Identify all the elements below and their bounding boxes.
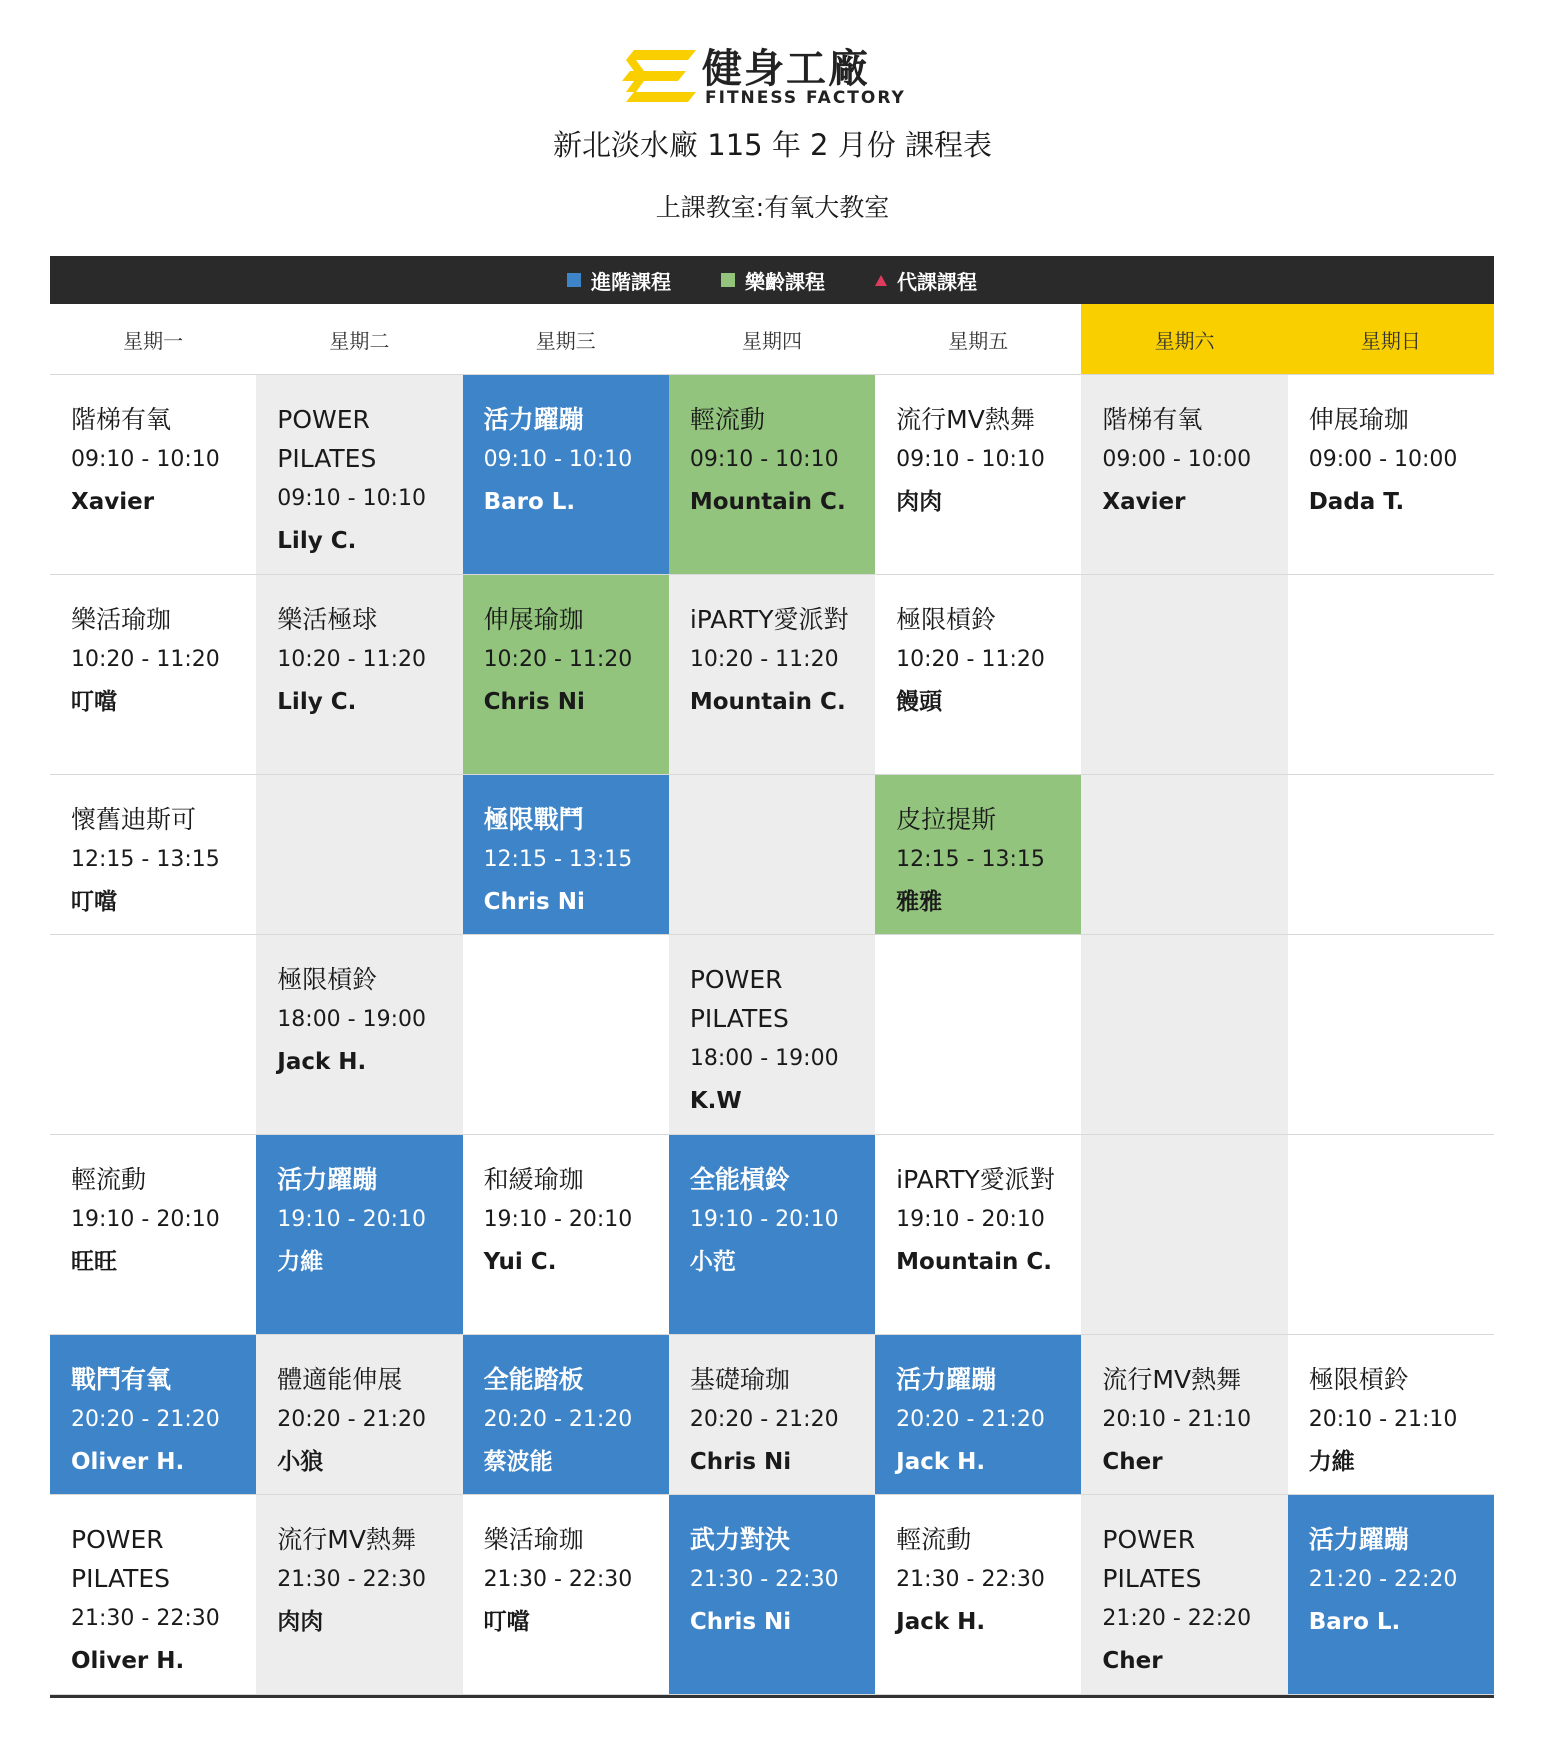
class-time: 18:00 - 19:00 xyxy=(689,1046,839,1071)
class-cell[interactable] xyxy=(875,1495,1081,1695)
class-cell[interactable] xyxy=(256,1335,462,1495)
class-cell[interactable] xyxy=(463,775,669,935)
legend-senior-label: 樂齡課程 xyxy=(745,269,825,294)
page-title: 新北淡水廠 115 年 2 月份 課程表 xyxy=(553,128,992,162)
class-time: 09:10 - 10:10 xyxy=(689,447,839,472)
class-time: 19:10 - 20:10 xyxy=(483,1207,633,1232)
class-cell[interactable] xyxy=(1288,1335,1494,1495)
class-name: 皮拉提斯 xyxy=(896,805,997,834)
class-time: 12:15 - 13:15 xyxy=(483,847,633,872)
class-instructor: 小范 xyxy=(689,1249,736,1275)
class-cell[interactable] xyxy=(256,935,462,1135)
class-name: 活力躍蹦 xyxy=(1308,1525,1409,1554)
class-name: POWER PILATES xyxy=(689,965,789,1033)
class-cell[interactable] xyxy=(1288,1495,1494,1695)
class-cell[interactable] xyxy=(256,1135,462,1335)
class-name: 階梯有氧 xyxy=(71,405,172,434)
class-name: POWER PILATES xyxy=(71,1525,171,1593)
legend-substitute-label: 代課課程 xyxy=(897,269,977,294)
class-name: 全能踏板 xyxy=(483,1365,584,1394)
day-header: 星期六 xyxy=(1081,304,1287,375)
brand-name-en: FITNESS FACTORY xyxy=(705,88,906,108)
class-name: 活力躍蹦 xyxy=(277,1165,378,1194)
day-header: 星期日 xyxy=(1288,304,1494,375)
class-name: 流行MV熱舞 xyxy=(1102,1365,1242,1394)
empty-cell xyxy=(1081,575,1287,775)
class-instructor: Chris Ni xyxy=(483,689,585,715)
class-instructor: 蔡波能 xyxy=(483,1449,553,1475)
class-time: 19:10 - 20:10 xyxy=(896,1207,1045,1232)
class-name: 樂活極球 xyxy=(277,605,378,634)
class-instructor: Chris Ni xyxy=(689,1609,792,1635)
class-time: 20:20 - 21:20 xyxy=(71,1407,220,1432)
class-cell[interactable] xyxy=(875,775,1081,935)
class-instructor: Chris Ni xyxy=(689,1449,792,1475)
empty-cell xyxy=(1288,575,1494,775)
empty-cell xyxy=(50,935,256,1135)
class-instructor: Mountain C. xyxy=(896,1249,1052,1275)
class-time: 21:30 - 22:30 xyxy=(896,1567,1045,1592)
brand-name-zh: 健身工廠 xyxy=(702,46,870,92)
class-cell[interactable] xyxy=(50,1335,256,1495)
class-name: 極限槓鈴 xyxy=(277,965,378,994)
class-cell[interactable] xyxy=(669,1495,875,1695)
class-time: 10:20 - 11:20 xyxy=(71,647,220,672)
empty-cell xyxy=(875,935,1081,1135)
class-name: 階梯有氧 xyxy=(1102,405,1203,434)
class-cell[interactable] xyxy=(50,1135,256,1335)
class-name: 輕流動 xyxy=(896,1525,972,1554)
empty-cell xyxy=(1081,775,1287,935)
class-instructor: Oliver H. xyxy=(71,1648,185,1674)
class-instructor: 雅雅 xyxy=(896,889,943,915)
class-time: 19:10 - 20:10 xyxy=(71,1207,220,1232)
class-name: 流行MV熱舞 xyxy=(277,1525,416,1554)
class-time: 21:20 - 22:20 xyxy=(1102,1606,1252,1631)
class-cell[interactable] xyxy=(463,1135,669,1335)
day-header: 星期三 xyxy=(463,304,669,375)
class-instructor: Xavier xyxy=(71,489,155,515)
class-time: 20:10 - 21:10 xyxy=(1308,1407,1458,1432)
class-name: 活力躍蹦 xyxy=(896,1365,997,1394)
class-name: 懷舊迪斯可 xyxy=(71,805,197,834)
class-time: 20:20 - 21:20 xyxy=(896,1407,1045,1432)
class-name: 極限戰鬥 xyxy=(483,805,584,834)
class-time: 09:10 - 10:10 xyxy=(896,447,1045,472)
class-instructor: Jack H. xyxy=(896,1449,986,1475)
class-cell[interactable] xyxy=(463,375,669,575)
class-instructor: Lily C. xyxy=(277,689,357,715)
class-time: 10:20 - 11:20 xyxy=(689,647,839,672)
class-time: 09:00 - 10:00 xyxy=(1308,447,1458,472)
class-time: 18:00 - 19:00 xyxy=(277,1007,427,1032)
class-time: 20:20 - 21:20 xyxy=(689,1407,839,1432)
class-instructor: 饅頭 xyxy=(896,689,943,715)
class-name: iPARTY愛派對 xyxy=(689,605,849,634)
day-header: 星期二 xyxy=(256,304,462,375)
class-name: 全能槓鈴 xyxy=(689,1165,790,1194)
brand-logo xyxy=(622,46,924,106)
class-name: 伸展瑜珈 xyxy=(483,605,584,634)
class-name: 樂活瑜珈 xyxy=(483,1525,584,1554)
class-instructor: Lily C. xyxy=(277,528,357,554)
class-name: 和緩瑜珈 xyxy=(483,1165,584,1194)
class-time: 10:20 - 11:20 xyxy=(896,647,1045,672)
legend-senior xyxy=(721,266,825,295)
class-name: iPARTY愛派對 xyxy=(896,1165,1055,1194)
class-time: 20:20 - 21:20 xyxy=(483,1407,633,1432)
class-instructor: Jack H. xyxy=(277,1049,367,1075)
class-cell[interactable] xyxy=(669,575,875,775)
blue-square-icon xyxy=(567,273,581,287)
class-cell[interactable] xyxy=(875,575,1081,775)
class-instructor: K.W xyxy=(689,1088,742,1114)
empty-cell xyxy=(1288,935,1494,1135)
class-instructor: 小狼 xyxy=(277,1449,324,1475)
class-time: 21:30 - 22:30 xyxy=(71,1606,220,1631)
class-cell[interactable] xyxy=(256,375,462,575)
class-time: 20:20 - 21:20 xyxy=(277,1407,427,1432)
class-cell[interactable] xyxy=(50,375,256,575)
class-time: 19:10 - 20:10 xyxy=(689,1207,839,1232)
class-cell[interactable] xyxy=(669,1335,875,1495)
class-time: 09:10 - 10:10 xyxy=(277,486,427,511)
class-name: POWER PILATES xyxy=(277,405,377,473)
class-instructor: 叮噹 xyxy=(71,889,117,915)
empty-cell xyxy=(1081,1135,1287,1335)
class-instructor: Oliver H. xyxy=(71,1449,185,1475)
green-square-icon xyxy=(721,273,735,287)
class-cell[interactable] xyxy=(50,775,256,935)
class-name: 樂活瑜珈 xyxy=(71,605,172,634)
class-name: 輕流動 xyxy=(689,405,765,434)
class-name: 活力躍蹦 xyxy=(483,405,584,434)
empty-cell xyxy=(1288,1135,1494,1335)
class-instructor: Chris Ni xyxy=(483,889,585,915)
day-header: 星期四 xyxy=(669,304,875,375)
class-time: 09:10 - 10:10 xyxy=(71,447,220,472)
class-cell[interactable] xyxy=(1081,1495,1287,1695)
class-instructor: 叮噹 xyxy=(483,1609,530,1635)
class-cell[interactable] xyxy=(1081,375,1287,575)
class-cell[interactable] xyxy=(669,1135,875,1335)
class-cell[interactable] xyxy=(669,935,875,1135)
class-cell[interactable] xyxy=(1081,1335,1287,1495)
class-time: 21:20 - 22:20 xyxy=(1308,1567,1458,1592)
class-name: 流行MV熱舞 xyxy=(896,405,1035,434)
legend-bar xyxy=(50,256,1494,304)
schedule-grid xyxy=(50,304,1494,1698)
class-cell[interactable] xyxy=(50,575,256,775)
class-instructor: Cher xyxy=(1102,1449,1163,1475)
day-header: 星期五 xyxy=(875,304,1081,375)
class-instructor: 力維 xyxy=(277,1249,324,1275)
class-name: POWER PILATES xyxy=(1102,1525,1202,1593)
class-instructor: Baro L. xyxy=(483,489,576,515)
legend-substitute xyxy=(875,266,977,295)
class-time: 12:15 - 13:15 xyxy=(71,847,220,872)
class-cell[interactable] xyxy=(875,1135,1081,1335)
empty-cell xyxy=(463,935,669,1135)
class-cell[interactable] xyxy=(463,575,669,775)
class-instructor: Baro L. xyxy=(1308,1609,1401,1635)
class-cell[interactable] xyxy=(256,575,462,775)
class-instructor: 叮噹 xyxy=(71,689,117,715)
day-header: 星期一 xyxy=(50,304,256,375)
class-time: 21:30 - 22:30 xyxy=(483,1567,633,1592)
red-triangle-icon xyxy=(875,275,887,286)
class-instructor: Mountain C. xyxy=(689,489,846,515)
class-cell[interactable] xyxy=(463,1495,669,1695)
class-instructor: 力維 xyxy=(1308,1449,1355,1475)
class-time: 21:30 - 22:30 xyxy=(277,1567,427,1592)
class-instructor: 肉肉 xyxy=(896,489,943,515)
class-name: 體適能伸展 xyxy=(277,1365,403,1394)
class-cell[interactable] xyxy=(256,1495,462,1695)
class-name: 戰鬥有氧 xyxy=(71,1365,172,1394)
empty-cell xyxy=(669,775,875,935)
class-time: 10:20 - 11:20 xyxy=(483,647,633,672)
class-cell[interactable] xyxy=(463,1335,669,1495)
empty-cell xyxy=(1288,775,1494,935)
logo-mark-icon xyxy=(622,50,700,102)
class-time: 12:15 - 13:15 xyxy=(896,847,1045,872)
class-time: 19:10 - 20:10 xyxy=(277,1207,427,1232)
class-name: 伸展瑜珈 xyxy=(1308,405,1409,434)
class-time: 09:10 - 10:10 xyxy=(483,447,633,472)
class-instructor: Cher xyxy=(1102,1648,1163,1674)
legend-advanced xyxy=(567,266,671,295)
empty-cell xyxy=(256,775,462,935)
class-instructor: Jack H. xyxy=(896,1609,986,1635)
class-cell[interactable] xyxy=(875,1335,1081,1495)
class-time: 09:00 - 10:00 xyxy=(1102,447,1252,472)
empty-cell xyxy=(1081,935,1287,1135)
legend-advanced-label: 進階課程 xyxy=(591,269,671,294)
class-instructor: 旺旺 xyxy=(71,1249,117,1275)
class-instructor: 肉肉 xyxy=(277,1609,324,1635)
class-instructor: Dada T. xyxy=(1308,489,1405,515)
class-cell[interactable] xyxy=(50,1495,256,1695)
class-name: 輕流動 xyxy=(71,1165,147,1194)
class-name: 基礎瑜珈 xyxy=(689,1365,790,1394)
class-name: 武力對決 xyxy=(689,1525,790,1554)
class-name: 極限槓鈴 xyxy=(896,605,997,634)
class-instructor: Xavier xyxy=(1102,489,1186,515)
class-name: 極限槓鈴 xyxy=(1308,1365,1409,1394)
class-time: 10:20 - 11:20 xyxy=(277,647,427,672)
class-time: 20:10 - 21:10 xyxy=(1102,1407,1252,1432)
class-time: 21:30 - 22:30 xyxy=(689,1567,839,1592)
class-instructor: Mountain C. xyxy=(689,689,846,715)
class-cell[interactable] xyxy=(875,375,1081,575)
class-cell[interactable] xyxy=(1288,375,1494,575)
classroom-subtitle: 上課教室:有氧大教室 xyxy=(655,193,890,222)
class-cell[interactable] xyxy=(669,375,875,575)
class-instructor: Yui C. xyxy=(483,1249,557,1275)
